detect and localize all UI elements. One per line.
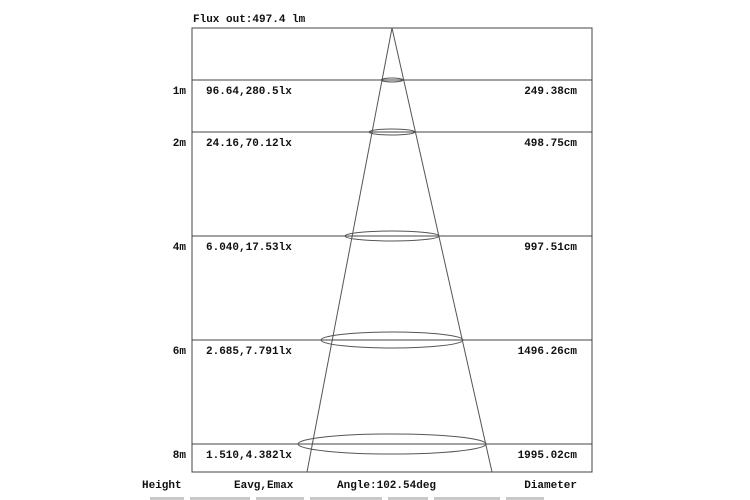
row-illuminance-value: 2.685,7.791lx xyxy=(206,346,292,358)
beam-edge-left xyxy=(307,28,392,472)
row-diameter-value: 249.38cm xyxy=(524,86,577,98)
row-height-label: 1m xyxy=(172,86,186,98)
illuminance-column-header: Eavg,Emax xyxy=(234,480,294,492)
row-illuminance-value: 24.16,70.12lx xyxy=(206,138,292,150)
flux-output-label: Flux out:497.4 lm xyxy=(193,14,306,26)
distance-row-2m xyxy=(173,129,592,150)
row-height-label: 6m xyxy=(172,346,186,358)
beam-angle-label: Angle:102.54deg xyxy=(337,480,437,492)
row-diameter-value: 997.51cm xyxy=(524,242,577,254)
height-column-header: Height xyxy=(142,480,182,492)
row-illuminance-value: 96.64,280.5lx xyxy=(206,86,292,98)
diameter-column-header: Diameter xyxy=(524,480,577,492)
distance-row-4m xyxy=(173,231,592,254)
row-diameter-value: 1995.02cm xyxy=(517,450,577,462)
row-height-label: 2m xyxy=(172,138,186,150)
row-diameter-value: 1496.26cm xyxy=(517,346,577,358)
row-height-label: 8m xyxy=(172,450,186,462)
row-height-label: 4m xyxy=(172,242,186,254)
distance-row-8m xyxy=(173,434,592,462)
row-illuminance-value: 6.040,17.53lx xyxy=(206,242,292,254)
row-illuminance-value: 1.510,4.382lx xyxy=(206,450,292,462)
beam-edge-right xyxy=(392,28,492,472)
distance-row-1m xyxy=(173,78,592,98)
row-diameter-value: 498.75cm xyxy=(524,138,577,150)
distance-row-6m xyxy=(173,332,592,358)
